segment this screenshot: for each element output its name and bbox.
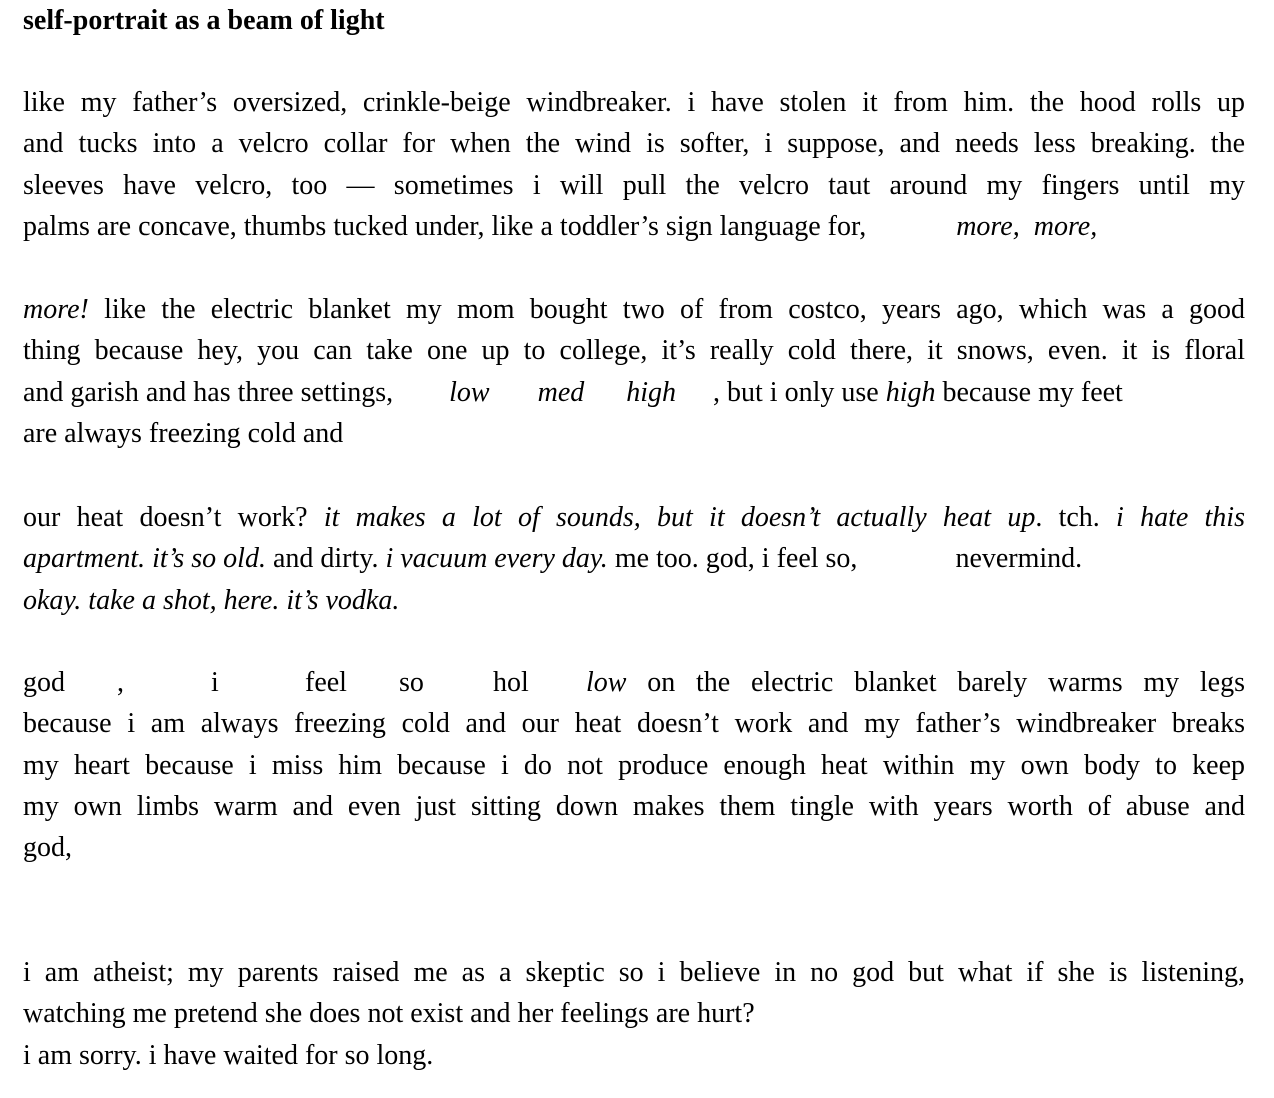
setting-low: low xyxy=(449,376,490,408)
spaced-word: god xyxy=(23,667,65,698)
italic-low: low xyxy=(586,667,627,698)
stanza-4-line-4: my own limbs warm and even just sitting down makes them tingle with years worth of abuse and xyxy=(23,790,1245,822)
line-text: me too. god, i feel so, xyxy=(607,543,858,575)
italic-dialogue: it makes a lot of sounds, but it doesn’t actually heat up xyxy=(323,502,1036,533)
stanza-2-line-2: thing because hey, you can take one up to college, it’s really cold there, it snows, even. it is floral xyxy=(23,335,1245,367)
stanza-2-line-3 xyxy=(23,372,1245,413)
stanza-4-line-3: my heart because i miss him because i do not produce enough heat within my own body to keep xyxy=(23,749,1245,781)
line-text: palms are concave, thumbs tucked under, like a toddler’s sign language for, xyxy=(23,210,867,242)
italic-dialogue: okay. take a shot, here. it’s vodka. xyxy=(23,584,400,616)
line-text: like the electric blanket my mom bought two of from costco, years ago, which was a good xyxy=(88,294,1245,325)
stanza-1 xyxy=(23,82,1245,247)
line-text: and garish and has three settings, xyxy=(23,376,394,408)
line-text: because my feet xyxy=(935,376,1123,408)
stanza-1-line-4 xyxy=(23,206,1245,247)
italic-dialogue: apartment. it’s so old. xyxy=(23,543,266,575)
stanza-5-line-2: watching me pretend she does not exist and her feelings are hurt? xyxy=(23,998,755,1030)
stanza-4-line-1 xyxy=(23,662,1245,703)
stanza-4-line-5: god, xyxy=(23,832,72,864)
stanza-2-line-1 xyxy=(23,289,1245,330)
line-text: our heat doesn’t work? xyxy=(23,502,324,533)
nevermind-text: nevermind. xyxy=(955,543,1083,575)
stanza-3-line-3 xyxy=(23,580,1245,621)
italic-more-3: more! xyxy=(23,294,89,325)
italic-dialogue: i hate this xyxy=(1116,502,1245,533)
setting-med: med xyxy=(537,376,585,408)
setting-high: high xyxy=(626,376,677,408)
line-text: , but i only use xyxy=(713,376,886,408)
italic-dialogue: i vacuum every day. xyxy=(385,543,608,575)
stanza-5-line-3: i am sorry. i have waited for so long. xyxy=(23,1039,434,1071)
spaced-word: hol xyxy=(493,667,529,698)
stanza-2-line-4: are always freezing cold and xyxy=(23,417,344,449)
spaced-word: i xyxy=(211,667,219,698)
italic-more-1: more, xyxy=(956,210,1020,242)
spaced-word: so xyxy=(399,667,424,698)
line-text: . tch. xyxy=(1035,502,1117,533)
italic-high: high xyxy=(885,376,936,408)
spaced-word: , xyxy=(117,667,124,698)
stanza-3 xyxy=(23,497,1245,621)
poem-title: self-portrait as a beam of light xyxy=(23,5,385,36)
spaced-word: feel xyxy=(305,667,347,698)
stanza-3-line-1 xyxy=(23,497,1245,538)
stanza-4-line-1-tail xyxy=(586,662,1245,703)
stanza-4 xyxy=(23,662,1245,868)
italic-more-2: more, xyxy=(1033,210,1098,242)
line-text: on the electric blanket barely warms my legs xyxy=(626,667,1245,698)
stanza-5 xyxy=(23,952,1245,1076)
stanza-1-line-3: sleeves have velcro, too — sometimes i will pull the velcro taut around my fingers until my xyxy=(23,169,1245,201)
stanza-3-line-2 xyxy=(23,538,1245,579)
stanza-1-line-2: and tucks into a velcro collar for when the wind is softer, i suppose, and needs less breaking. the xyxy=(23,128,1245,160)
line-text: and dirty. xyxy=(265,543,386,575)
stanza-4-line-2: because i am always freezing cold and our heat doesn’t work and my father’s windbreaker breaks xyxy=(23,708,1245,740)
stanza-5-line-1: i am atheist; my parents raised me as a skeptic so i believe in no god but what if she is listening, xyxy=(23,957,1245,988)
stanza-2 xyxy=(23,289,1245,454)
stanza-1-line-1: like my father’s oversized, crinkle-beige windbreaker. i have stolen it from him. the hood rolls up xyxy=(23,87,1245,118)
